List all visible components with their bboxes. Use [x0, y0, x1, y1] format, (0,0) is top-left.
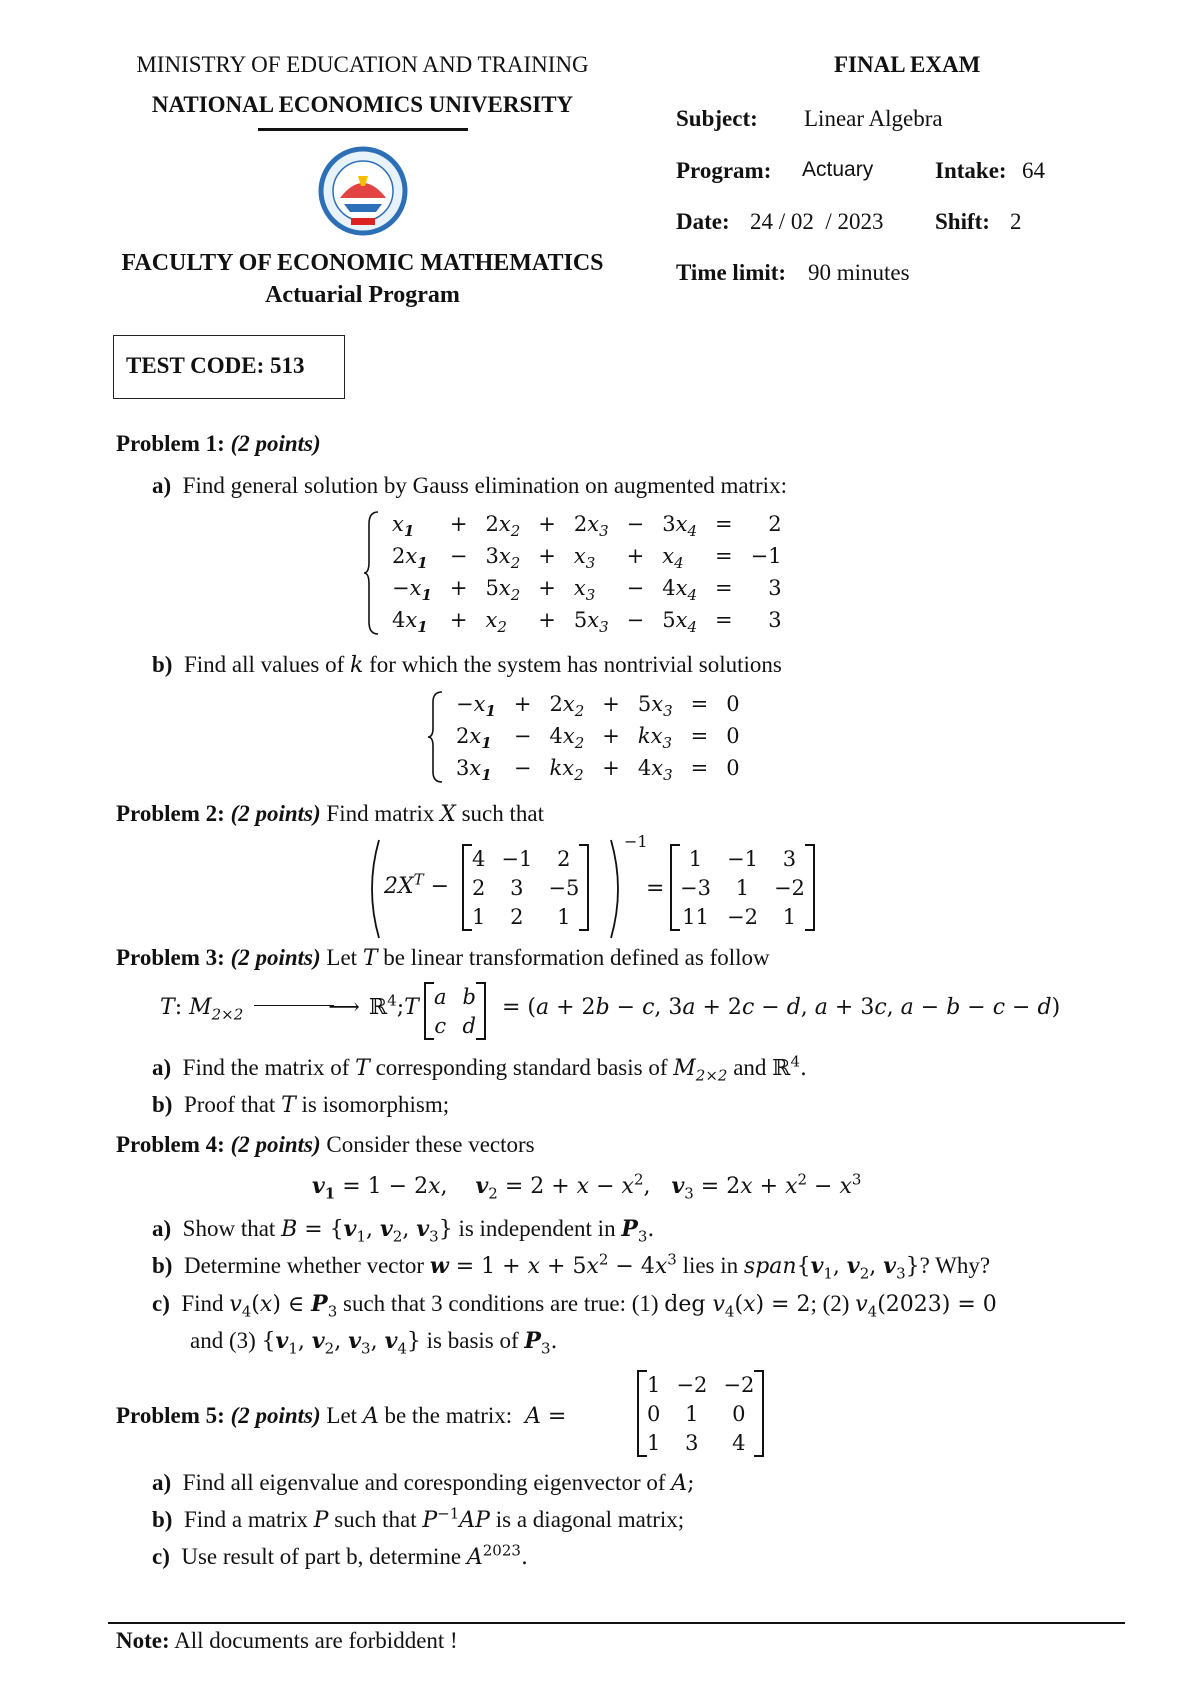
faculty-name: FACULTY OF ECONOMIC MATHEMATICS: [121, 250, 604, 276]
problem-2-points: (2 points): [230, 801, 321, 826]
item-label: c): [152, 1544, 170, 1569]
item-text: is a diagonal matrix;: [495, 1507, 685, 1532]
problem-5b: b) Find a matrix P such that $P^{-1}AP$ is a diagonal matrix;: [152, 1504, 685, 1533]
item-text: is isomorphism;: [301, 1092, 450, 1117]
item-text: Proof that: [183, 1092, 276, 1117]
problem-4b: b) Determine whether vector $w = 1 + x + 5x^2 - 4x^3$ lies in $span\{v_1$, $v_2$, $v_3$}? Why?: [152, 1250, 991, 1283]
variable-x: X: [440, 802, 456, 827]
ministry-name: MINISTRY OF EDUCATION AND TRAINING: [136, 52, 589, 77]
transformation-definition: T: $M_{2\times 2}$ ⟶ ℝ$^4$;T: [160, 991, 419, 1024]
subject-value: Linear Algebra: [804, 106, 943, 131]
problem-4-points: (2 points): [230, 1132, 321, 1157]
item-text: for which the system has nontrivial solutions: [369, 652, 782, 677]
matrix-a: 1 −2 −2 0 1 0 1 3 4: [637, 1370, 764, 1457]
problem-4-heading: [116, 1132, 535, 1158]
item-text: lies in: [682, 1253, 739, 1278]
item-label: a): [152, 1055, 172, 1080]
note: [116, 1628, 458, 1654]
problem-2-title: Problem 2:: [116, 801, 225, 826]
variable-a: A: [362, 1404, 379, 1429]
item-label: c): [152, 1291, 170, 1316]
item-text: Consider these vectors: [326, 1132, 535, 1157]
university-name: NATIONAL ECONOMICS UNIVERSITY: [151, 92, 574, 117]
item-text: and (3): [190, 1328, 256, 1353]
item-text: Determine whether vector: [183, 1253, 425, 1278]
item-label: b): [152, 652, 173, 677]
item-text: Find all values of: [183, 652, 345, 677]
matrix-c: 1 −1 3 −3 1 −2 11 −2 1: [670, 844, 815, 931]
variable-t: T: [362, 946, 378, 971]
item-text: ? Why?: [919, 1253, 991, 1278]
problem-5c: c) Use result of part b, determine $A^{2023}$.: [152, 1541, 528, 1570]
problem-1-title: Problem 1:: [116, 431, 225, 456]
problem-2-heading: [116, 801, 544, 827]
item-text: be linear transformation defined as follow: [383, 945, 770, 970]
item-text: ; (2): [810, 1291, 850, 1316]
matrix-b: 4 −1 2 2 3 −5 1 2 1: [462, 844, 589, 931]
item-label: a): [152, 1216, 172, 1241]
university-logo: [310, 146, 416, 236]
test-code-box: [113, 335, 345, 399]
matrix-abcd: a b c d: [424, 982, 486, 1040]
shift-value: 2: [1010, 209, 1022, 234]
problem-5-title: Problem 5:: [116, 1403, 225, 1428]
problem-1a: [152, 473, 787, 499]
item-label: b): [152, 1253, 173, 1278]
time-limit-label: Time limit:: [676, 260, 787, 285]
system-2: $-x_1$ + $2x_2$ + $5x_3$ = 0 $2x_1$ − $4x_2$ + $kx_3$ = 0 $3x_1$ − $kx_2$ + $4x_3$ = 0: [446, 688, 750, 784]
subject-label: Subject:: [676, 106, 758, 131]
problem-1b: [152, 652, 782, 678]
time-limit-value: 90 minutes: [808, 260, 910, 285]
divider: [258, 128, 468, 131]
problem-3-title: Problem 3:: [116, 945, 225, 970]
item-text: Find matrix: [326, 801, 435, 826]
item-text: such that: [334, 1507, 417, 1532]
intake-label: Intake:: [935, 158, 1007, 183]
vectors-definition: $v_1 = 1 - 2x$, $v_2 = 2 + x - x^2$, $v_3 = 2x + x^2 - x^3$: [312, 1170, 862, 1203]
item-text: Find general solution by Gauss elimination on augmented matrix:: [182, 473, 787, 498]
item-text: such that 3 conditions are true: (1): [343, 1291, 659, 1316]
item-text: Find a matrix: [183, 1507, 308, 1532]
system-1: $x_1$ + $2x_2$ + $2x_3$ − $3x_4$ = 2 $2x_1$ − $3x_2$ + $x_3$ + $x_4$ = −1 $-x_1$ + $5x_2$ + $x_3$ − $4x_4$ = 3 $4x_1$ + $x_2$ + $5x_3$ − $5x_4$ = 3: [382, 508, 792, 636]
item-text: is independent in: [458, 1216, 616, 1241]
item-text: Find all eigenvalue and coresponding eigenvector of: [182, 1470, 666, 1495]
intake-value: 64: [1022, 158, 1045, 183]
note-label: Note:: [116, 1628, 170, 1653]
problem-4c: c) Find $v_4(x)$ ∈ $P_3$ such that 3 conditions are true: (1) deg $v_4(x) = 2$; (2) $v_4(2023) = 0$: [152, 1291, 997, 1321]
note-text: All documents are forbiddent !: [174, 1628, 458, 1653]
item-text: and: [733, 1055, 767, 1080]
item-label: b): [152, 1092, 173, 1117]
item-text: Let: [326, 945, 358, 970]
problem-3b: b) Proof that T is isomorphism;: [152, 1092, 450, 1118]
item-label: a): [152, 1470, 172, 1495]
problem-3-heading: [116, 945, 770, 971]
shift-label: Shift:: [935, 209, 990, 234]
program-label: Program:: [676, 158, 772, 183]
item-text: such that: [461, 801, 544, 826]
problem-1-heading: [116, 431, 321, 457]
item-text: Let: [326, 1403, 358, 1428]
program-value: Actuary: [802, 158, 874, 181]
problem-5-heading: Problem 5: (2 points) Let A be the matrix: A =: [116, 1403, 567, 1429]
problem-5-points: (2 points): [230, 1403, 321, 1428]
item-text: Use result of part b, determine: [181, 1544, 462, 1569]
date-value: 24 / 02 / 2023: [750, 209, 884, 234]
item-text: Find: [181, 1291, 224, 1316]
problem-3a: a) Find the matrix of T corresponding standard basis of $M_{2\times 2}$ and ℝ$^4$.: [152, 1052, 807, 1085]
date-label: Date:: [676, 209, 730, 234]
transformation-output: = (a + 2b − c, 3a + 2c − d, a + 3c, a − b − c − d): [502, 995, 1061, 1020]
item-label: b): [152, 1507, 173, 1532]
program-name: Actuarial Program: [265, 282, 460, 308]
problem-2-equation: $2X^T$ − 4 −1 2 2 3 −5 1 2 1 −1 = 1 −1 3 −3 1 −2 11 −2 1: [362, 838, 882, 940]
problem-4-title: Problem 4:: [116, 1132, 225, 1157]
problem-1-points: (2 points): [230, 431, 321, 456]
exam-title: FINAL EXAM: [834, 52, 981, 77]
test-code: TEST CODE: 513: [126, 353, 305, 378]
item-label: a): [152, 473, 172, 498]
problem-3-points: (2 points): [230, 945, 321, 970]
item-text: Show that: [182, 1216, 276, 1241]
problem-5a: a) Find all eigenvalue and coresponding eigenvector of A;: [152, 1470, 695, 1496]
item-text: corresponding standard basis of: [375, 1055, 668, 1080]
problem-4c-cont: and (3) {$v_1$, $v_2$, $v_3$, $v_4$} is basis of $P_3$.: [190, 1328, 558, 1358]
item-text: be the matrix:: [384, 1403, 513, 1428]
footer-divider: [108, 1622, 1125, 1624]
item-text: Find the matrix of: [182, 1055, 350, 1080]
problem-4a: a) Show that $B = \{v_1$, $v_2$, $v_3$} is independent in $P_3$.: [152, 1216, 655, 1246]
item-text: is basis of: [426, 1328, 519, 1353]
variable-k: k: [350, 653, 364, 678]
